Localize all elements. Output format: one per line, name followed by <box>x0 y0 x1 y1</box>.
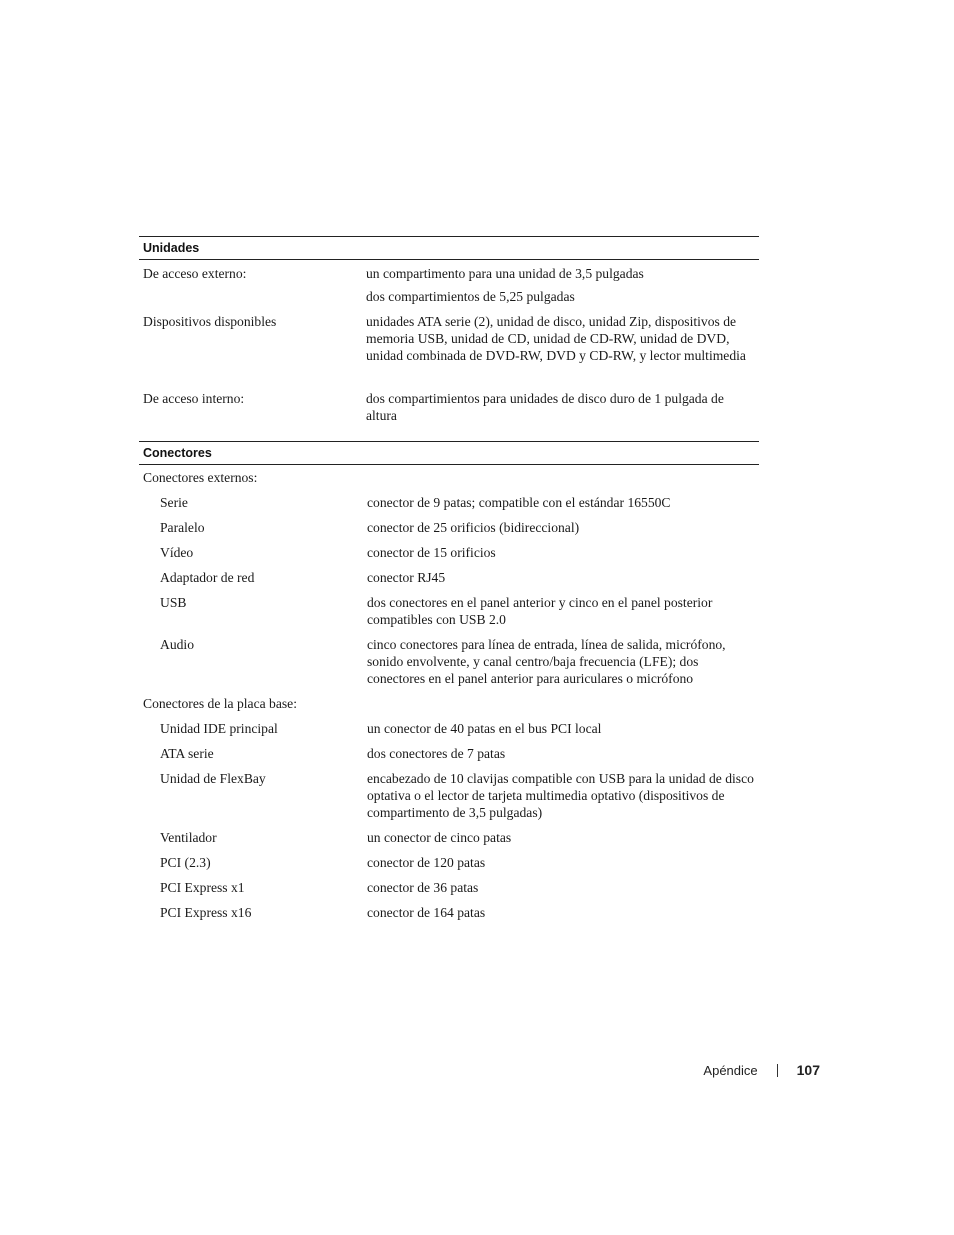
spec-value: dos conectores en el panel anterior y cinco en el panel posterior compatibles con USB 2.0 <box>367 595 713 627</box>
footer-section-name: Apéndice <box>703 1062 758 1078</box>
spec-label: Dispositivos disponibles <box>143 314 277 329</box>
spec-value: conector de 9 patas; compatible con el estándar 16550C <box>367 495 671 510</box>
spec-value: conector de 36 patas <box>367 880 479 895</box>
page-footer <box>703 1062 820 1078</box>
section-heading: Unidades <box>139 236 759 260</box>
spec-label: Unidad de FlexBay <box>160 771 266 786</box>
spec-label: PCI (2.3) <box>160 855 211 870</box>
spec-label: Paralelo <box>160 520 205 535</box>
page-number: 107 <box>796 1062 820 1078</box>
unidades-section <box>139 236 759 436</box>
spec-label: PCI Express x1 <box>160 880 245 895</box>
spec-value: un conector de cinco patas <box>367 830 512 845</box>
spec-value: encabezado de 10 clavijas compatible con USB para la unidad de disco optativa o el lector de tarjeta multimedia optativo (dispositivos de compartimento de 3,5 pulgadas) <box>367 771 754 820</box>
spec-value: un compartimento para una unidad de 3,5 pulgadas <box>366 266 644 281</box>
spec-label: PCI Express x16 <box>160 905 252 920</box>
spec-value: unidades ATA serie (2), unidad de disco, unidad Zip, dispositivos de memoria USB, unidad de CD, unidad de CD-RW, unidad de DVD, unidad combinada de DVD-RW, DVD y CD-RW, y lector multimedia <box>366 314 746 363</box>
spec-label: Serie <box>160 495 188 510</box>
spec-value: cinco conectores para línea de entrada, línea de salida, micrófono, sonido envolvente, y canal centro/baja frecuencia (LFE); dos conectores en el panel anterior para auriculares o micrófono <box>367 637 726 686</box>
spec-value: dos compartimientos de 5,25 pulgadas <box>366 289 575 304</box>
spec-label: USB <box>160 595 187 610</box>
spec-value: conector RJ45 <box>367 570 446 585</box>
spec-value: dos compartimientos para unidades de disco duro de 1 pulgada de altura <box>366 391 724 423</box>
spec-value: un conector de 40 patas en el bus PCI local <box>367 721 602 736</box>
spec-label: ATA serie <box>160 746 214 761</box>
spec-label: De acceso interno: <box>143 391 245 406</box>
conectores-section <box>139 441 759 931</box>
spec-label: Adaptador de red <box>160 570 255 585</box>
spec-value: conector de 164 patas <box>367 905 486 920</box>
spec-value: conector de 15 orificios <box>367 545 496 560</box>
spec-value: conector de 25 orificios (bidireccional) <box>367 520 580 535</box>
section-heading: Conectores <box>139 441 759 465</box>
spec-label: Ventilador <box>160 830 217 845</box>
spec-value: dos conectores de 7 patas <box>367 746 506 761</box>
footer-divider <box>777 1064 778 1077</box>
spec-label: Unidad IDE principal <box>160 721 278 736</box>
spec-label: Audio <box>160 637 194 652</box>
spec-label: De acceso externo: <box>143 266 247 281</box>
spec-value: conector de 120 patas <box>367 855 486 870</box>
spec-label: Vídeo <box>160 545 194 560</box>
spec-group-label: Conectores externos: <box>143 470 258 485</box>
spec-group-label: Conectores de la placa base: <box>143 696 297 711</box>
